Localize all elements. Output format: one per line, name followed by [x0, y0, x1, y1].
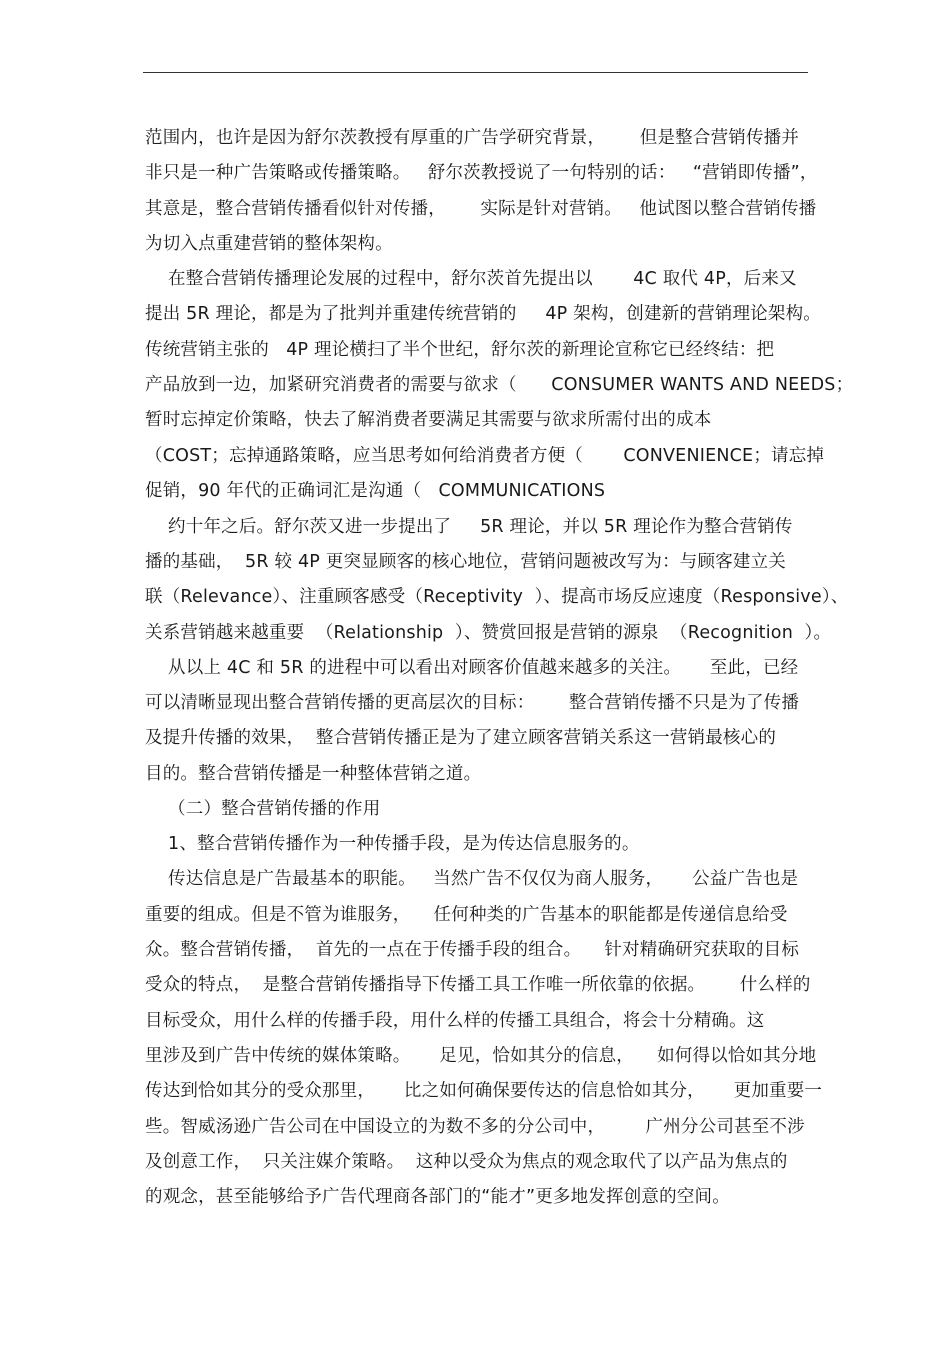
text-line: 为切入点重建营销的整体架构。 — [145, 234, 393, 254]
text-line: 暂时忘掉定价策略，快去了解消费者要满足其需要与欲求所需付出的成本 — [145, 410, 712, 430]
header-rule — [143, 72, 808, 73]
text-line: 的观念，甚至能够给予广告代理商各部门的“能才”更多地发挥创意的空间。 — [145, 1187, 730, 1207]
text-line: 众。整合营销传播， 首先的一点在于传播手段的组合。 针对精确研究获取的目标 — [145, 940, 800, 960]
text-line: 产品放到一边，加紧研究消费者的需要与欲求（ CONSUMER WANTS AND NEEDS； — [145, 375, 854, 395]
text-line: 传统营销主张的 4P 理论横扫了半个世纪，舒尔茨的新理论宣称它已经终结：把 — [145, 340, 775, 360]
text-line: 非只是一种广告策略或传播策略。 舒尔茨教授说了一句特别的话： “营销即传播”， — [145, 163, 818, 183]
text-line: 可以清晰显现出整合营销传播的更高层次的目标： 整合营销传播不只是为了传播 — [145, 693, 800, 713]
section-heading: （二）整合营销传播的作用 — [145, 799, 381, 819]
text-line: 在整合营销传播理论发展的过程中，舒尔茨首先提出以 4C 取代 4P，后来又 — [145, 269, 797, 289]
text-line: 范围内，也许是因为舒尔茨教授有厚重的广告学研究背景， 但是整合营销传播并 — [145, 128, 800, 148]
text-line: 里涉及到广告中传统的媒体策略。 足见，恰如其分的信息， 如何得以恰如其分地 — [145, 1046, 817, 1066]
text-line: 关系营销越来越重要 （Relationship ）、赞赏回报是营销的源泉 （Recognition ）。 — [145, 623, 832, 643]
text-line: 传达信息是广告最基本的职能。 当然广告不仅仅为商人服务， 公益广告也是 — [145, 869, 799, 889]
text-line: 约十年之后。舒尔茨又进一步提出了 5R 理论，并以 5R 理论作为整合营销传 — [145, 517, 793, 537]
text-line: 从以上 4C 和 5R 的进程中可以看出对顾客价值越来越多的关注。 至此，已经 — [145, 658, 799, 678]
text-line: 联（Relevance）、注重顾客感受（Receptivity ）、提高市场反应速度（Responsive）、 — [145, 587, 849, 607]
text-line: （COST；忘掉通路策略，应当思考如何给消费者方便（ CONVENIENCE；请忘掉 — [145, 446, 825, 466]
text-line: 及创意工作， 只关注媒介策略。 这种以受众为焦点的观念取代了以产品为焦点的 — [145, 1152, 788, 1172]
text-line: 促销，90 年代的正确词汇是沟通（ COMMUNICATIONS — [145, 481, 606, 501]
text-line: 提出 5R 理论，都是为了批判并重建传统营销的 4P 架构，创建新的营销理论架构。 — [145, 304, 821, 324]
text-line: 及提升传播的效果， 整合营销传播正是为了建立顾客营销关系这一营销最核心的 — [145, 728, 777, 748]
text-line: 目标受众，用什么样的传播手段，用什么样的传播工具组合，将会十分精确。这 — [145, 1011, 765, 1031]
subsection-heading: 1、整合营销传播作为一种传播手段，是为传达信息服务的。 — [145, 834, 640, 854]
text-line: 其意是，整合营销传播看似针对传播， 实际是针对营销。 他试图以整合营销传播 — [145, 199, 817, 219]
text-line: 目的。整合营销传播是一种整体营销之道。 — [145, 764, 482, 784]
text-line: 受众的特点， 是整合营销传播指导下传播工具工作唯一所依靠的依据。 什么样的 — [145, 975, 811, 995]
text-line: 传达到恰如其分的受众那里， 比之如何确保要传达的信息恰如其分， 更加重要一 — [145, 1081, 823, 1101]
text-line: 重要的组成。但是不管为谁服务， 任何种类的广告基本的职能都是传递信息给受 — [145, 905, 788, 925]
text-line: 播的基础， 5R 较 4P 更突显顾客的核心地位，营销问题被改写为：与顾客建立关 — [145, 552, 786, 572]
text-line: 些。智威汤逊广告公司在中国设立的为数不多的分公司中， 广州分公司甚至不涉 — [145, 1117, 805, 1137]
